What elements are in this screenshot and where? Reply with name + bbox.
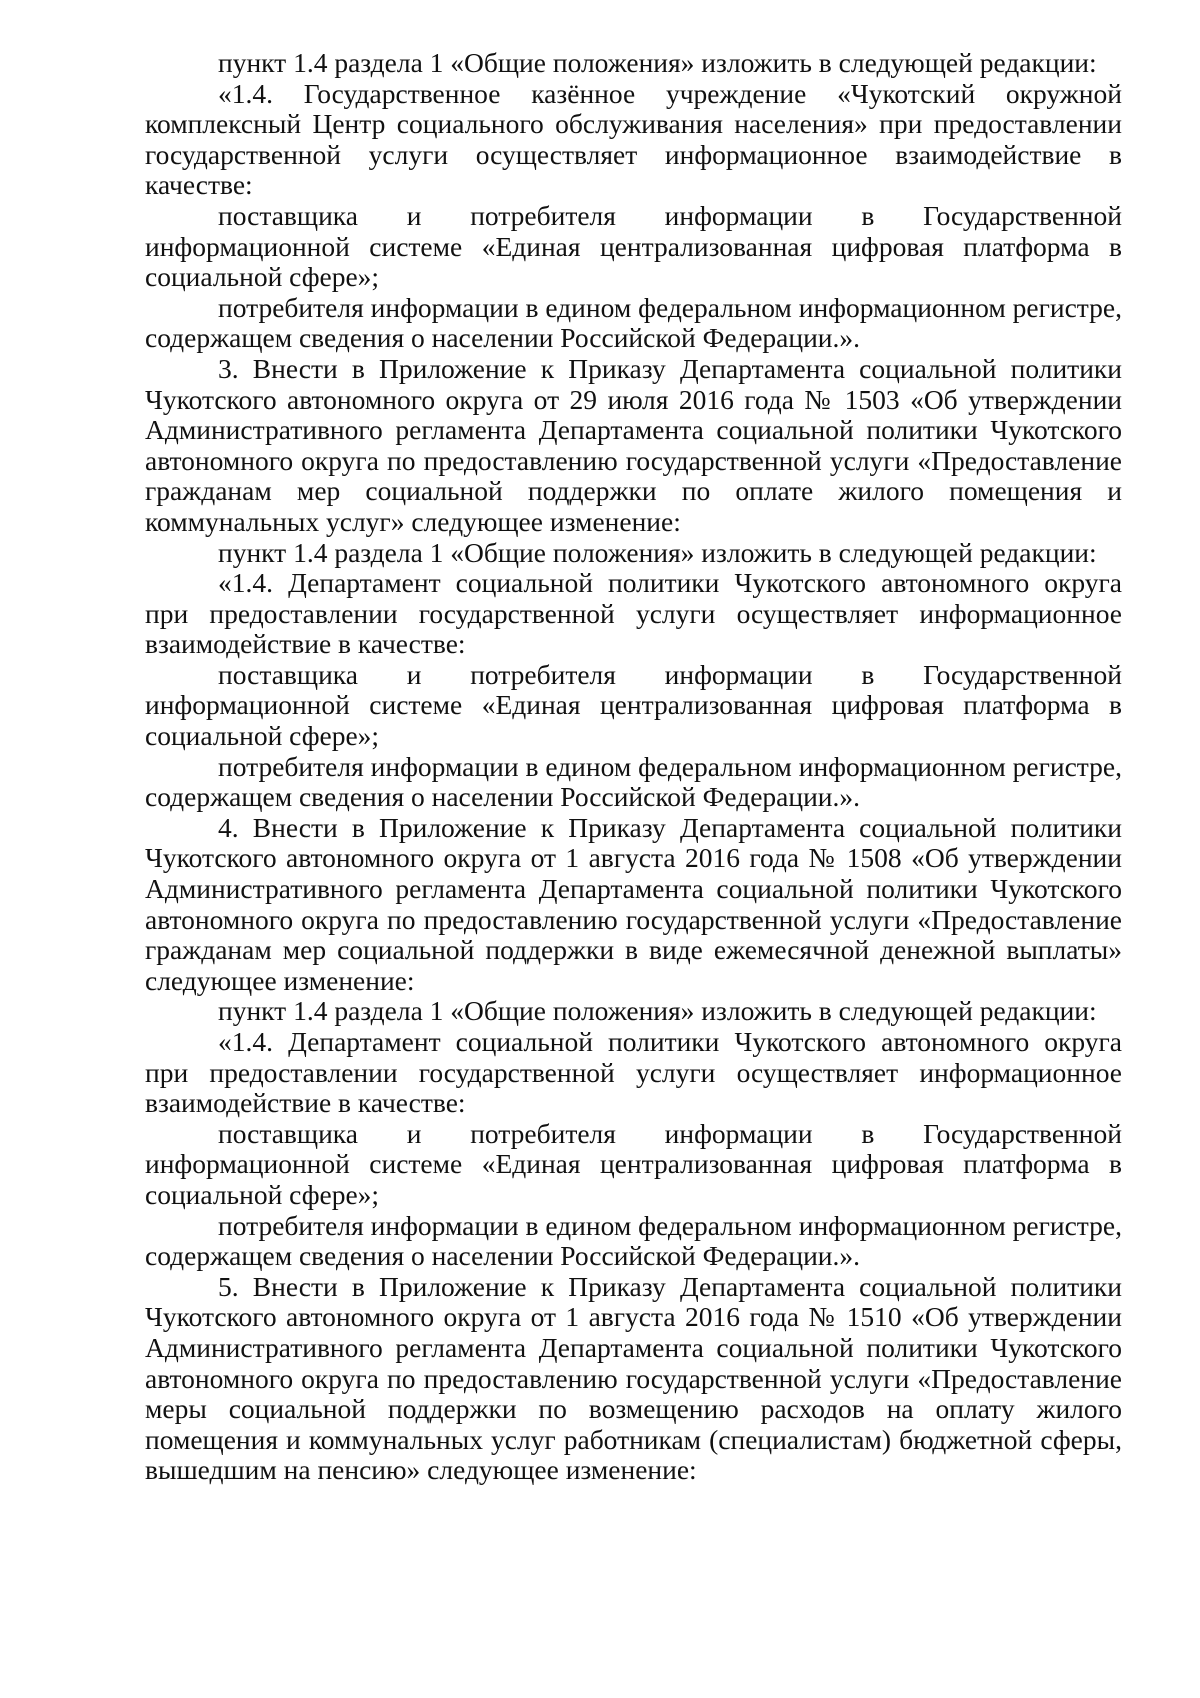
paragraph-item-3: 3. Внести в Приложение к Приказу Департамента социальной политики Чукотского автономного округа от 29 июля 2016 года № 1503 «Об утверждении Административного регламента Департамента социальной политики Чукотского автономного округа по предоставлению государственной услуги «Предоставление гражданам мер социальной поддержки по оплате жилого помещения и коммунальных услуг» следующее изменение: <box>145 352 1122 537</box>
paragraph-clause-1-4-text: «1.4. Государственное казённое учреждение «Чукотский окружной комплексный Центр социального обслуживания населения» при предоставлении государственной услуги осуществляет информационное взаимодействие в качестве: <box>145 77 1122 201</box>
paragraph-item-5: 5. Внести в Приложение к Приказу Департамента социальной политики Чукотского автономного округа от 1 августа 2016 года № 1510 «Об утверждении Административного регламента Департамента социальной политики Чукотского автономного округа по предоставлению государственной услуги «Предоставление меры социальной поддержки по возмещению расходов на оплату жилого помещения и коммунальных услуг работникам (специалистам) бюджетной сферы, вышедшим на пенсию» следующее изменение: <box>145 1270 1122 1486</box>
paragraph-consumer-register: потребителя информации в едином федеральном информационном регистре, содержащем сведения о населении Российской Федерации.». <box>145 750 1122 813</box>
document-page <box>145 48 1122 1486</box>
paragraph-consumer-register: потребителя информации в едином федеральном информационном регистре, содержащем сведения о населении Российской Федерации.». <box>145 1209 1122 1272</box>
paragraph-clause-1-4-text: «1.4. Департамент социальной политики Чукотского автономного округа при предоставлении государственной услуги осуществляет информационное взаимодействие в качестве: <box>145 567 1122 660</box>
paragraph-item-4: 4. Внести в Приложение к Приказу Департамента социальной политики Чукотского автономного округа от 1 августа 2016 года № 1508 «Об утверждении Административного регламента Департамента социальной политики Чукотского автономного округа по предоставлению государственной услуги «Предоставление гражданам мер социальной поддержки в виде ежемесячной денежной выплаты» следующее изменение: <box>145 811 1122 996</box>
paragraph-supplier-consumer: поставщика и потребителя информации в Государственной информационной системе «Единая централизованная цифровая платформа в социальной сфере»; <box>145 199 1122 293</box>
paragraph-clause-1-4-text: «1.4. Департамент социальной политики Чукотского автономного округа при предоставлении государственной услуги осуществляет информационное взаимодействие в качестве: <box>145 1026 1122 1119</box>
paragraph-clause-1-4-intro: пункт 1.4 раздела 1 «Общие положения» изложить в следующей редакции: <box>218 536 1097 568</box>
paragraph-supplier-consumer: поставщика и потребителя информации в Государственной информационной системе «Единая централизованная цифровая платформа в социальной сфере»; <box>145 658 1122 752</box>
paragraph-clause-1-4-intro: пункт 1.4 раздела 1 «Общие положения» изложить в следующей редакции: <box>218 47 1097 78</box>
paragraph-supplier-consumer: поставщика и потребителя информации в Государственной информационной системе «Единая централизованная цифровая платформа в социальной сфере»; <box>145 1117 1122 1210</box>
paragraph-clause-1-4-intro: пункт 1.4 раздела 1 «Общие положения» изложить в следующей редакции: <box>218 995 1097 1027</box>
paragraph-consumer-register: потребителя информации в едином федеральном информационном регистре, содержащем сведения о населении Российской Федерации.». <box>145 291 1122 354</box>
